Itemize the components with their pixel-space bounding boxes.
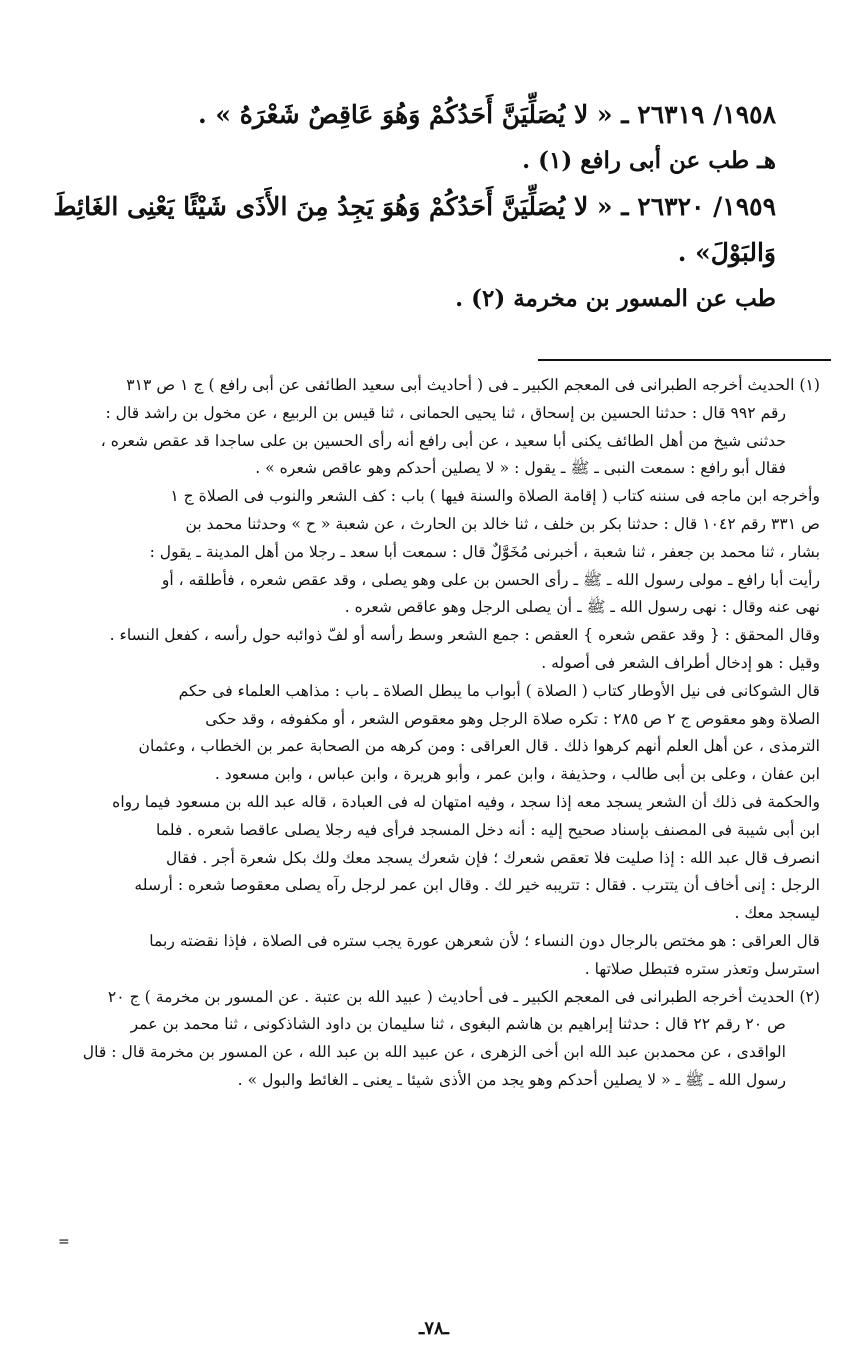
footnote-line: فقال أبو رافع : سمعت النبى ـ ﷺ ـ يقول : « لا يصلين أحدكم وهو عاقص شعره » .: [255, 459, 786, 478]
footnote-line: وقيل : هو إدخال أطراف الشعر فى أصوله .: [541, 653, 820, 672]
footnote-line: ليسجد معك .: [734, 904, 820, 923]
hadith-line: ١٩٥٨/ ٢٦٣١٩ ـ « لا يُصَلِّيَنَّ أَحَدُكُمْ وَهُوَ عَاقِصٌ شَعْرَهُ » .: [197, 100, 776, 129]
source-line: هـ طب عن أبى رافع (١) .: [522, 147, 776, 174]
footnote-line: رأيت أبا رافع ـ مولى رسول الله ـ ﷺ ـ رأى الحسن بن على وهو يصلى ، وقد عقص شعره ، فأطلقه ، أو: [161, 570, 820, 589]
footnote-line: رقم ٩٩٢ قال : حدثنا الحسين بن إسحاق ، ثنا يحيى الحمانى ، ثنا قيس بن الربيع ، عن مخول بن راشد قال :: [105, 403, 786, 422]
main-text: [53, 100, 776, 330]
hadith-line: وَالبَوْلَ» .: [677, 238, 776, 267]
footnote-line: حدثنى شيخ من أهل الطائف يكنى أبا سعيد ، عن أبى رافع أنه رأى الحسين بن على ساجدا قد عقص شعره ،: [100, 431, 786, 450]
footnote-line: قال العراقى : هو مختص بالرجال دون النساء ؛ لأن شعرهن عورة يجب ستره فى الصلاة ، فإذا نقضته ربما: [149, 931, 820, 950]
footnote-line: رسول الله ـ ﷺ ـ « لا يصلين أحدكم وهو يجد من الأذى شيئا ـ يعنى ـ الغائط والبول » .: [237, 1070, 786, 1089]
footnote-line: (١) الحديث أخرجه الطبرانى فى المعجم الكبير ـ فى ( أحاديث أبى سعيد الطائفى عن أبى رافع ) ج ١ ص ٣١٣: [126, 376, 820, 394]
footnote-line: الصلاة وهو معقوص ج ٢ ص ٢٨٥ : تكره صلاة الرجل وهو معقوص الشعر ، أو مكفوفه ، وقد حكى: [205, 709, 820, 728]
footnote-line: الواقدى ، عن محمدبن عبد الله ابن أخى الزهرى ، عن عبيد الله بن عبد الله ، عن المسور بن مخرمة قال : قال: [82, 1043, 786, 1062]
footnote-line: الرجل : إنى أخاف أن يتترب . فقال : تتريبه خير لك . وقال ابن عمر لرجل رآه يصلى معقوصا شعره : أرسله: [134, 876, 820, 895]
footnote-line: ابن أبى شيبة فى المصنف بإسناد صحيح إليه : أنه دخل المسجد فرأى فيه رجلا يصلى عاقصا شعره . فلما: [156, 820, 820, 839]
footnote-separator: [538, 359, 831, 361]
hadith-line: ١٩٥٩/ ٢٦٣٢٠ ـ « لا يُصَلِّيَنَّ أَحَدُكُمْ وَهُوَ يَجِدُ مِنَ الأَذَى شَيْئًا يَعْنِى الغَائِطَ: [53, 192, 776, 221]
page-number: ـ٧٨ـ: [419, 1318, 449, 1339]
footnote-line: انصرف قال عبد الله : إذا صليت فلا تعقص شعرك ؛ فإن شعرك يسجد معك ولك بكل شعرة أجر . فقال: [165, 848, 820, 867]
footnotes: [30, 372, 820, 1095]
continuation-mark: =: [58, 1234, 70, 1250]
footnote-line: وأخرجه ابن ماجه فى سننه كتاب ( إقامة الصلاة والسنة فيها ) باب : كف الشعر والنوب فى الصلاة ج ١: [170, 487, 820, 506]
footnote-line: قال الشوكانى فى نيل الأوطار كتاب ( الصلاة ) أبواب ما يبطل الصلاة ـ باب : مذاهب العلماء فى حكم: [178, 681, 820, 700]
footnote-line: الترمذى ، عن أهل العلم أنهم كرهوا ذلك . قال العراقى : ومن كرهه من الصحابة عمر بن الخطاب ، وعثمان: [138, 737, 820, 756]
source-line: طب عن المسور بن مخرمة (٢) .: [455, 285, 776, 312]
footnote-line: نهى عنه وقال : نهى رسول الله ـ ﷺ ـ أن يصلى الرجل وهو عاقص شعره .: [344, 598, 820, 617]
footnote-line: ص ٣٣١ رقم ١٠٤٢ قال : حدثنا بكر بن خلف ، ثنا خالد بن الحارث ، عن شعبة « ح » وحدثنا محمد بن: [185, 514, 820, 533]
footnote-line: والحكمة فى ذلك أن الشعر يسجد معه إذا سجد ، وفيه امتهان له فى العبادة ، قاله عبد الله بن مسعود فيما رواه: [112, 792, 820, 811]
footnote-line: بشار ، ثنا محمد بن جعفر ، ثنا شعبة ، أخبرنى مُخَوَّلٌ قال : سمعت أبا سعد ـ رجلا من أهل المدينة ـ يقول :: [149, 542, 820, 561]
footnote-line: ابن عفان ، وعلى بن أبى طالب ، وحذيفة ، وابن عمر ، وأبو هريرة ، وابن عباس ، وابن مسعود .: [214, 765, 820, 784]
footnote-line: استرسل وتعذر ستره فتبطل صلاتها .: [584, 959, 820, 978]
footnote-line: (٢) الحديث أخرجه الطبرانى فى المعجم الكبير ـ فى أحاديث ( عبيد الله بن عتبة . عن المسور بن مخرمة ) ج ٢٠: [107, 987, 820, 1006]
footnote-line: ص ٢٠ رقم ٢٢ قال : حدثنا إبراهيم بن هاشم البغوى ، ثنا سليمان بن داود الشاذكونى ، ثنا محمد بن عمر: [130, 1015, 786, 1034]
footnote-line: وقال المحقق : { وقد عقص شعره } العقص : جمع الشعر وسط رأسه أو لفّ ذوائبه حول رأسه ، كفعل النساء .: [109, 626, 820, 645]
